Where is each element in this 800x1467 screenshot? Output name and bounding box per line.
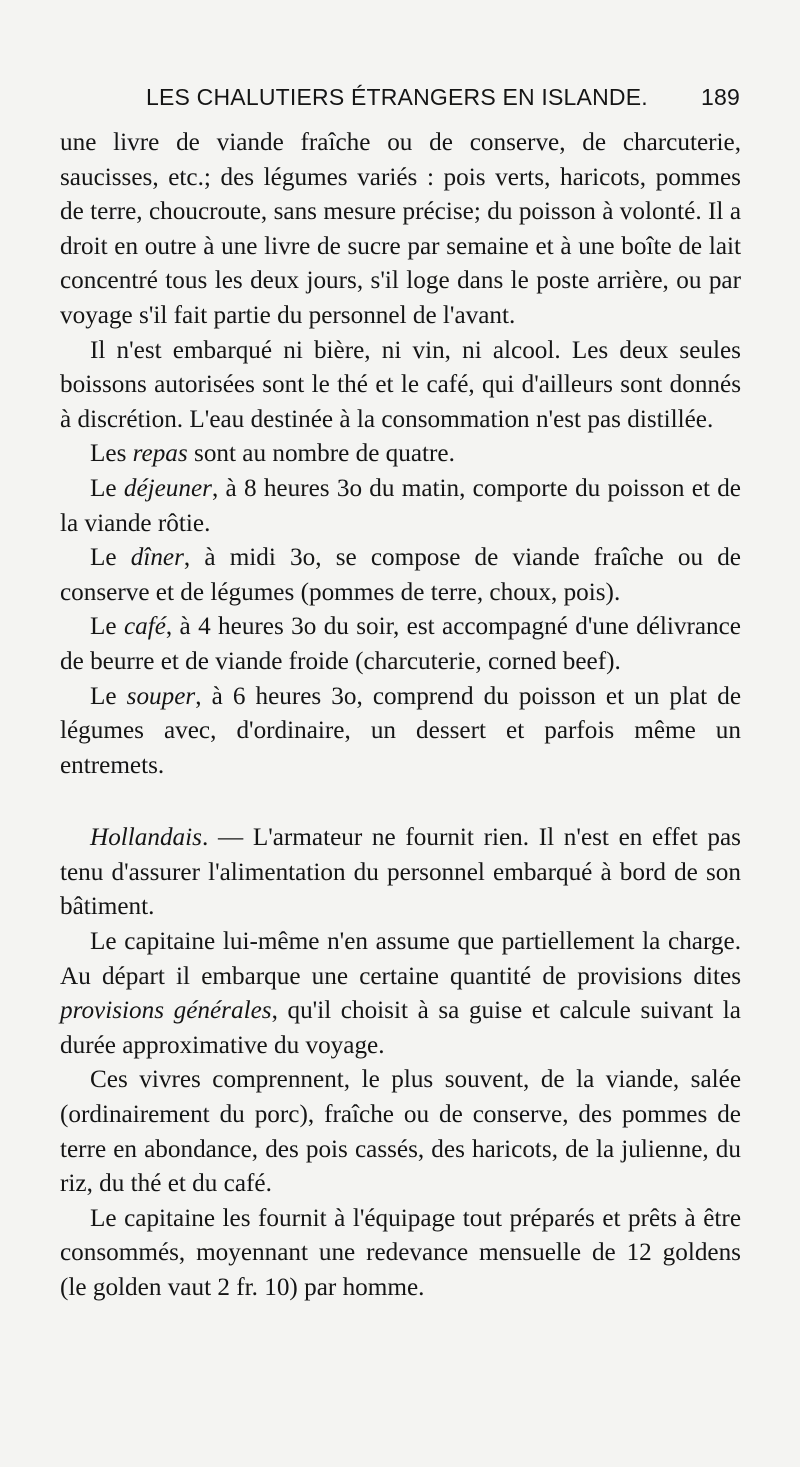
paragraph [60,472,741,541]
paragraph-text: . — L'armateur ne fournit rien. Il n'est en effet pas tenu d'assurer l'alimentation du personnel embarqué à bord de son bâtiment. [60,824,741,921]
paragraph [60,541,741,610]
paragraph-text: Le [90,544,131,572]
paragraph: une livre de viande fraîche ou de conserve, de charcuterie, saucisses, etc.; des légumes variés : pois verts, haricots, pommes de terre, choucroute, sans mesure précise; du poisson à volonté. Il a droit en outre à une livre de sucre par semaine et à une boîte de lait concentré tous les deux jours, s'il loge dans le poste arrière, ou par voyage s'il fait partie du personnel de l'avant. [60,129,741,329]
paragraph [60,821,741,925]
paragraph-text: , qu'il choisit à sa guise et calcule suivant la durée approximative du voyage. [60,997,741,1059]
italic-term: repas [132,440,188,468]
running-title: LES CHALUTIERS ÉTRANGERS EN ISLANDE. [146,84,648,110]
paragraph [60,610,741,679]
running-header [60,84,740,111]
paragraph-text: , à 6 heures 3o, comprend du poisson et un plat de légumes avec, d'ordinaire, un dessert et parfois même un entremets. [60,682,741,779]
paragraph [60,925,741,1063]
italic-term: souper [126,682,196,710]
paragraph-text: , à 4 heures 3o du soir, est accompagné d'une délivrance de beurre et de viande froide (charcuterie, corned beef). [60,613,741,675]
italic-term: provisions générales [60,997,272,1025]
body-text [60,126,741,1306]
paragraph-text: Le [90,474,124,502]
paragraph-text: , à midi 3o, se compose de viande fraîche ou de conserve et de légumes (pommes de terre, choux, pois). [60,544,741,606]
italic-term: déjeuner [123,474,212,502]
paragraph: Il n'est embarqué ni bière, ni vin, ni alcool. Les deux seules boissons autorisées sont le thé et le café, qui d'ailleurs sont donnés à discrétion. L'eau destinée à la consommation n'est pas distillée. [60,336,741,433]
paragraph [60,437,741,472]
italic-term: café [123,613,166,641]
paragraph-text: , à 8 heures 3o du matin, comporte du poisson et de la viande rôtie. [60,474,741,537]
italic-term: Hollandais [90,824,202,852]
page-number: 189 [701,84,740,110]
italic-term: dîner [130,544,184,572]
paragraph: Ces vivres comprennent, le plus souvent, de la viande, salée (ordinairement du porc), fraîche ou de conserve, des pommes de terre en abondance, des pois cassés, des haricots, de la julienne, du riz, du thé et du café. [60,1066,741,1198]
paragraph-text: Le capitaine lui-même n'en assume que partiellement la charge. Au départ il embarque une certaine quantité de provisions dites [60,928,741,990]
paragraph: Le capitaine les fournit à l'équipage tout préparés et prêts à être consommés, moyennant une redevance mensuelle de 12 goldens (le golden vaut 2 fr. 10) par homme. [60,1204,741,1301]
paragraph-text: sont au nombre de quatre. [187,440,455,468]
paragraph [60,680,741,784]
paragraph-text: Les [90,440,133,468]
paragraph-text: Le [90,613,124,641]
paragraph-text: Le [90,682,127,710]
